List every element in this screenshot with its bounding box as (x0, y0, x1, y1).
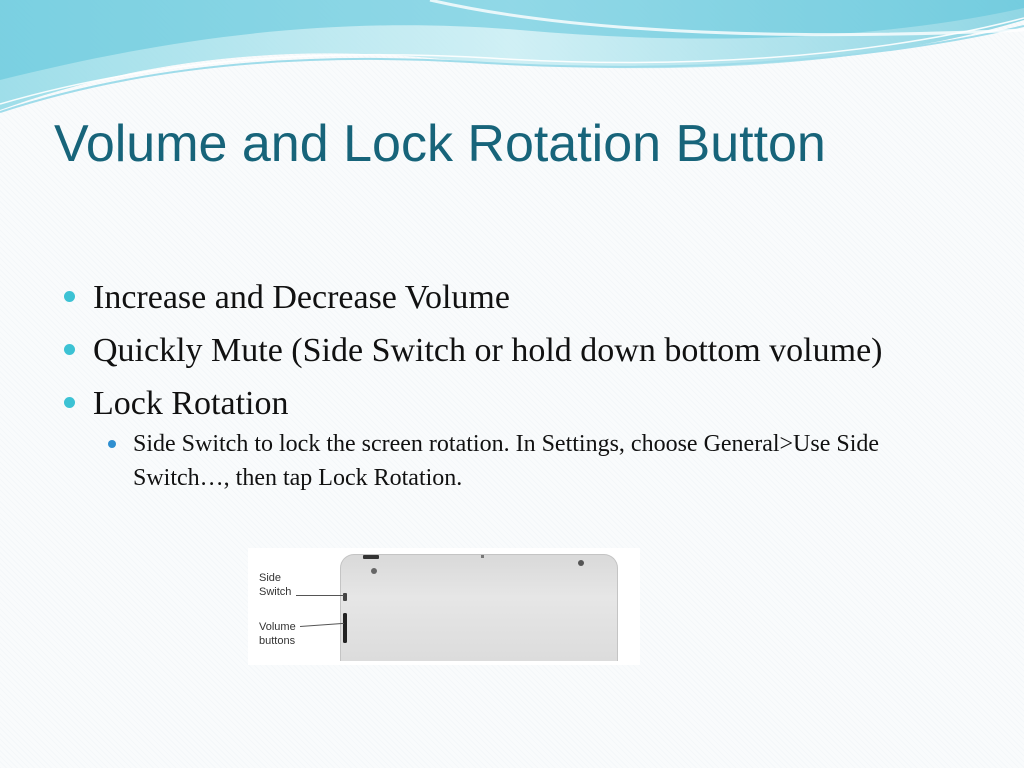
ipad-side-figure (248, 548, 640, 665)
side-switch-leader-line (296, 595, 344, 596)
bullet-list (64, 276, 904, 495)
bullet-text: Increase and Decrease Volume (93, 279, 510, 316)
bullet-dot-icon (64, 344, 75, 355)
sub-bullet-text: Side Switch to lock the screen rotation. In Settings, choose General>Use Side Switch…, then tap Lock Rotation. (133, 431, 880, 491)
side-switch-label (259, 571, 291, 599)
header-wave-decoration (0, 0, 1024, 130)
sub-bullet-dot-icon (108, 440, 116, 448)
bullet-item (64, 276, 904, 319)
ipad-device-illustration (340, 554, 618, 661)
volume-buttons-label-line: buttons (259, 635, 296, 647)
bullet-dot-icon (64, 397, 75, 408)
bullet-text: Quickly Mute (Side Switch or hold down bottom volume) (93, 332, 883, 369)
slide-title: Volume and Lock Rotation Button (54, 115, 826, 173)
ipad-detail-graphic (341, 555, 617, 661)
bullet-text: Lock Rotation (93, 385, 289, 422)
bullet-dot-icon (64, 291, 75, 302)
volume-buttons-leader-line (300, 623, 344, 627)
bullet-item (64, 329, 904, 372)
bullet-item (64, 382, 904, 425)
volume-buttons-label (259, 620, 296, 648)
side-switch-label-line: Switch (259, 586, 292, 598)
sub-bullet-item (64, 427, 904, 495)
side-switch-label-line: Side (259, 572, 282, 584)
volume-buttons-label-line: Volume (259, 621, 296, 633)
